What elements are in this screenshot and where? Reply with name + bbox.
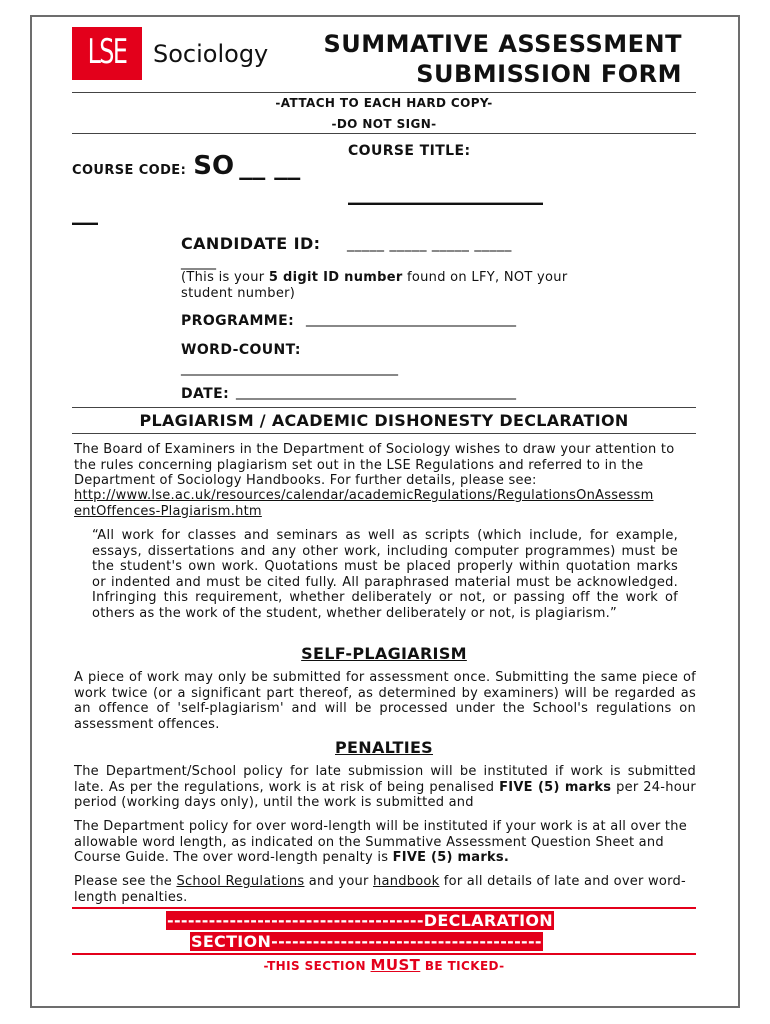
plagiarism-intro: The Board of Examiners in the Department of Sociology wishes to draw your attention to the rules concerning plagiarism set out in the LSE Regulations and referred to in the Department of Sociology Handbooks. For further details, please see: [74, 442, 675, 488]
late-post: per 24-hour period (working days only), until the work is submitted and [74, 779, 696, 810]
course-code-field[interactable] [72, 151, 300, 181]
course-code-tail[interactable]: __ [72, 196, 98, 226]
late-submission-text [74, 764, 696, 811]
handbook-link[interactable]: handbook [373, 874, 440, 889]
do-not-sign-note: -DO NOT SIGN- [331, 117, 437, 131]
form-title-line1: SUMMATIVE ASSESSMENT [323, 30, 682, 58]
tick-post: BE TICKED- [420, 959, 505, 973]
must-be-ticked-note [72, 956, 696, 974]
penalties-heading: PENALTIES [335, 738, 433, 757]
declaration-bar-line2: SECTION--------------------------------------- [191, 932, 542, 951]
course-code-label: COURSE CODE: [72, 163, 187, 178]
late-bold: FIVE (5) marks [499, 779, 612, 795]
form-title-line2: SUBMISSION FORM [416, 60, 682, 88]
regulations-link-line2[interactable]: entOffences-Plagiarism.htm [74, 503, 262, 519]
plagiarism-top-divider [72, 407, 696, 408]
word-count-label: WORD-COUNT: [181, 342, 301, 358]
attach-note: -ATTACH TO EACH HARD COPY- [275, 96, 493, 110]
candidate-id-note [181, 270, 601, 302]
date-label: DATE: [181, 386, 230, 402]
plagiarism-bottom-divider [72, 433, 696, 434]
candidate-id-tail[interactable]: _____ [181, 254, 216, 270]
tick-pre: -THIS SECTION [263, 959, 371, 973]
course-title-blank[interactable]: _______________ [348, 176, 543, 206]
self-plagiarism-text: A piece of work may only be submitted for assessment once. Submitting the same piece of work twice (or a significant part thereof, as determined by examiners) will be regarded as an offence of 'self-plagiarism' and will be processed under the School's regulations on assessment offences. [74, 670, 696, 732]
programme-blank[interactable]: ______________________________ [306, 311, 516, 327]
plagiarism-heading: PLAGIARISM / ACADEMIC DISHONESTY DECLARATION [139, 411, 629, 430]
candidate-id-label: CANDIDATE ID: [181, 234, 321, 253]
candidate-note-pre: (This is your [181, 270, 269, 285]
tick-must: MUST [370, 956, 421, 974]
header-divider [72, 92, 696, 93]
declaration-bar-line1: -------------------------------------DECLARATION [167, 911, 553, 930]
see-regulations-text [74, 874, 696, 905]
programme-label: PROGRAMME: [181, 313, 295, 329]
see-post: for all details of late and over word-length penalties. [74, 874, 686, 905]
lse-logo [72, 27, 142, 80]
plagiarism-quote: “All work for classes and seminars as well as scripts (which include, for example, essays, dissertations and any other work, including computer programmes) must be the student's own work. Quotations must be placed properly within quotation marks or indented and must be cited fully. All paraphrased material must be acknowledged. Infringing this requirement, whether deliberately or not, or passing off the work of others as the work of the student, whether deliberately or not, is plagiarism.” [92, 528, 678, 621]
department-name: Sociology [153, 40, 269, 68]
course-code-blanks[interactable]: __ __ [239, 151, 301, 181]
word-count-blank[interactable]: _______________________________ [181, 360, 398, 376]
candidate-id-blanks[interactable]: _____ _____ _____ _____ [347, 236, 512, 252]
see-mid: and your [304, 874, 374, 889]
see-pre: Please see the [74, 874, 177, 889]
regulations-link[interactable] [74, 488, 714, 519]
lse-logo-text: LSE [87, 32, 127, 72]
word-bold: FIVE (5) marks. [392, 850, 510, 865]
candidate-note-bold: 5 digit ID number [268, 270, 403, 285]
date-blank[interactable]: ________________________________________ [236, 384, 516, 400]
course-code-prefix: SO [193, 151, 235, 181]
declaration-bottom-rule [72, 953, 696, 955]
school-regulations-link[interactable]: School Regulations [176, 874, 305, 889]
self-plagiarism-heading: SELF-PLAGIARISM [301, 644, 467, 663]
course-title-label: COURSE TITLE: [348, 143, 471, 159]
word-length-text [74, 819, 696, 866]
word-pre: The Department policy for over word-length will be instituted if your work is at all over the allowable word length, as indicated on the Summative Assessment Question Sheet and Course Guide. The over word-length penalty is [74, 819, 688, 865]
candidate-note-post: found on LFY, NOT your student number) [181, 270, 568, 301]
regulations-link-line1[interactable]: http://www.lse.ac.uk/resources/calendar/academicRegulations/RegulationsOnAssessm [74, 488, 654, 503]
declaration-top-rule [72, 907, 696, 909]
subtitle-divider [72, 133, 696, 134]
late-pre: The Department/School policy for late submission will be instituted if work is submitted late. As per the regulations, work is at risk of being penalised [74, 764, 696, 795]
